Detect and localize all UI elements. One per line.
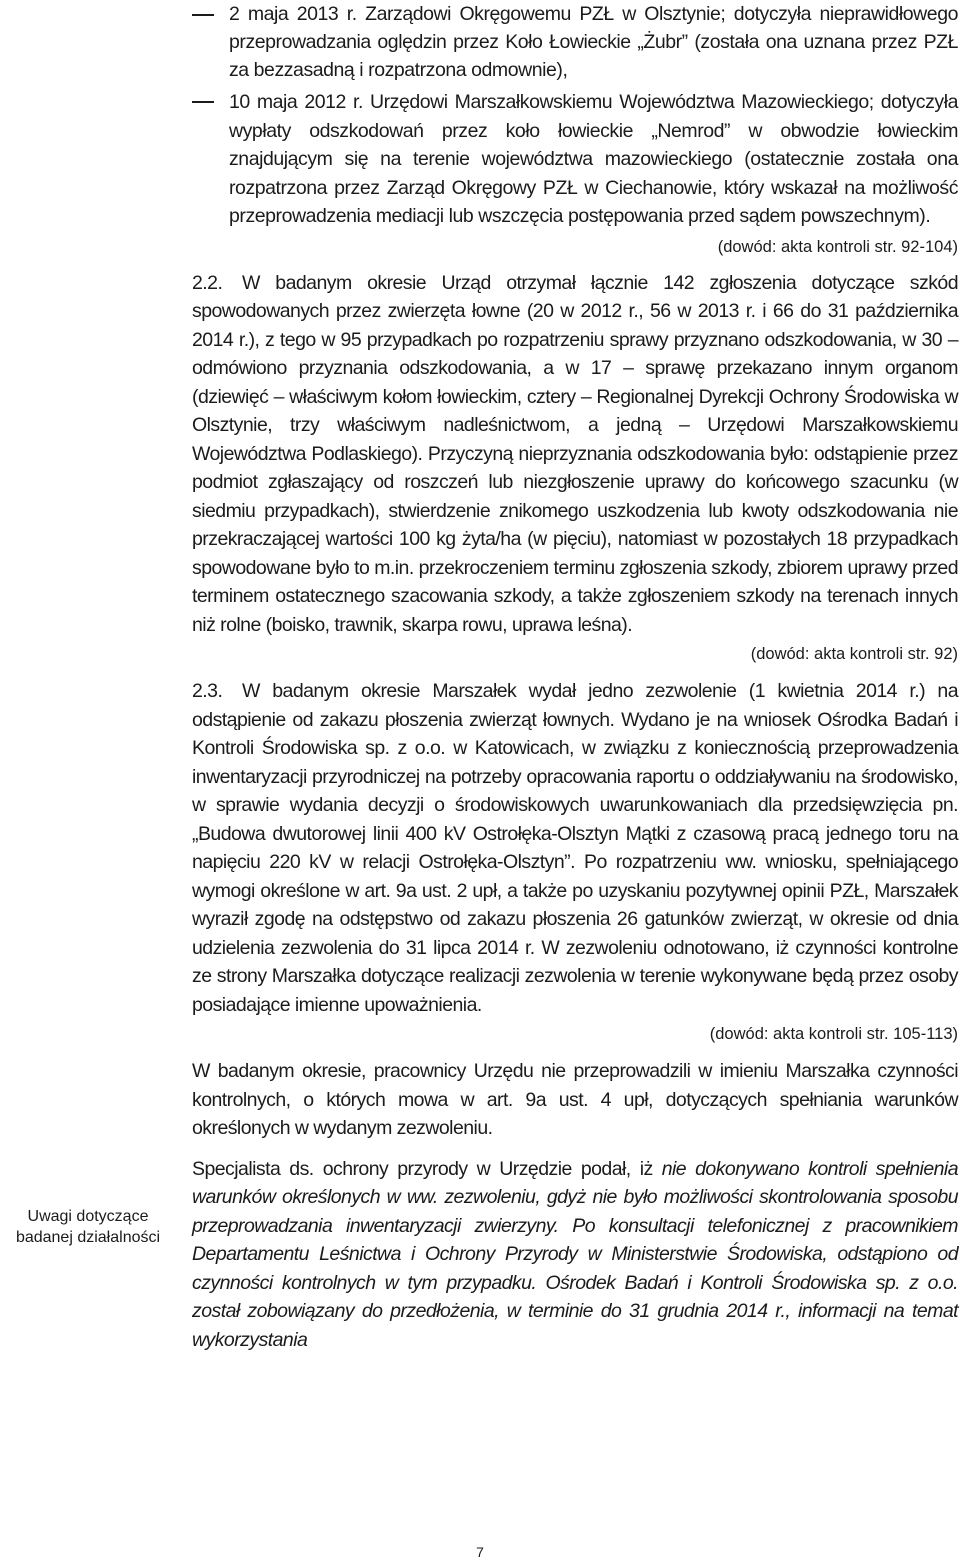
evidence-reference: (dowód: akta kontroli str. 92-104) bbox=[717, 237, 958, 256]
list-item-text: 10 maja 2012 r. Urzędowi Marszałkowskiemu Województwa Mazowieckiego; dotyczyła wypłaty odszkodowań przez koło łowieckie „Nemrod” w obwodzie łowieckim znajdującym się na terenie województwa mazowieckiego (ostatecznie została ona rozpatrzona przez Zarząd Okręgowy PZŁ w Ciechanowie, który wskazał na możliwość przeprowadzenia mediacji lub wszczęcia postępowania przed sądem powszechnym). bbox=[229, 91, 958, 227]
dash-bullet bbox=[192, 14, 214, 16]
section-text: W badanym okresie Urząd otrzymał łącznie 142 zgłoszenia dotyczące szkód spowodowanych przez zwierzęta łowne (20 w 2012 r., 56 w 2013 r. i 66 do 31 października 2014 r.), z tego w 95 przypadkach po rozpatrzeniu sprawy przyznano odszkodowania, w 30 – odmówiono przyznania odszkodowania, a w 17 – sprawę przekazano innym organom (dziewięć – właściwym kołom łowieckim, cztery – Regionalnej Dyrekcji Ochrony Środowiska w Olsztynie, trzy właściwym nadleśnictwom, a jedną – Urzędowi Marszałkowskiemu Województwa Podlaskiego). Przyczyną nieprzyznania odszkodowania było: odstąpienie przez podmiot zgłaszający od roszczeń lub niezgłoszenie uprawy do końcowego szacunku (w siedmiu przypadkach), stwierdzenie znikomego uszkodzenia lub kwoty odszkodowania nie przekraczającej wartości 100 kg żyta/ha (w pięciu), natomiast w pozostałych 18 przypadkach spowodowane było to m.in. przekroczeniem terminu zgłoszenia szkody, zbiorem uprawy przed terminem ostatecznego szacowania szkody, a także zgłoszeniem szkody na terenach innych niż rolne (boisko, trawnik, skarpa rowu, uprawa leśna). bbox=[192, 271, 958, 636]
evidence-reference: (dowód: akta kontroli str. 105-113) bbox=[709, 1025, 958, 1043]
section-2-3 bbox=[192, 677, 958, 1019]
section-number: 2.2. bbox=[192, 271, 223, 294]
section-2-2 bbox=[192, 269, 958, 640]
dash-bullet bbox=[192, 101, 214, 103]
main-text bbox=[192, 0, 958, 1354]
page-number: 7 bbox=[476, 1544, 484, 1560]
margin-note: Uwagi dotyczące badanej działalności bbox=[15, 1208, 161, 1246]
quoted-statement: nie dokonywano kontroli spełnienia warunków określonych w ww. zezwoleniu, gdyż nie było możliwości skontrolowania sposobu przeprowadzania inwentaryzacji zwierzyny. Po konsultacji telefonicznej z pracownikiem Departamentu Leśnictwa i Ochrony Przyrody w Ministerstwie Środowiska, odstąpiono od czynności kontrolnych w tym przypadku. Ośrodek Badań i Kontroli Środowiska sp. z o.o. został zobowiązany do przedłożenia, w terminie do 31 grudnia 2014 r., informacji na temat wykorzystania bbox=[192, 1157, 958, 1351]
section-number: 2.3. bbox=[192, 680, 223, 702]
list-item-text: 2 maja 2013 r. Zarządowi Okręgowemu PZŁ w Olsztynie; dotyczyła nieprawidłowego przeprowadzania oględzin przez Koło Łowieckie „Żubr” (została ona uznana przez PZŁ za bezzasadną i rozpatrzona odmownie), bbox=[229, 3, 958, 81]
remarks-paragraph: W badanym okresie, pracownicy Urzędu nie przeprowadzili w imieniu Marszałka czynności kontrolnych, o których mowa w art. 9a ust. 4 upł, dotyczących spełniania warunków określonych w wydanym zezwoleniu. bbox=[192, 1060, 958, 1139]
remarks-paragraph bbox=[192, 1155, 958, 1355]
evidence-reference: (dowód: akta kontroli str. 92) bbox=[750, 645, 958, 663]
remarks-lead-text: Specjalista ds. ochrony przyrody w Urzędzie podał, iż bbox=[192, 1157, 662, 1180]
section-text: W badanym okresie Marszałek wydał jedno zezwolenie (1 kwietnia 2014 r.) na odstąpienie od zakazu płoszenia zwierząt łownych. Wydano je na wniosek Ośrodka Badań i Kontroli Środowiska sp. z o.o. w Katowicach, w związku z koniecznością przeprowadzenia inwentaryzacji przyrodniczej na potrzeby opracowania raportu o oddziaływaniu na środowisko, w sprawie wydania decyzji o środowiskowych uwarunkowaniach dla przedsięwzięcia pn. „Budowa dwutorowej linii 400 kV Ostrołęka-Olsztyn Mątki z czasową pracą jednego toru na napięciu 220 kV w relacji Ostrołęka-Olsztyn”. Po rozpatrzeniu ww. wniosku, spełniającego wymogi określone w art. 9a ust. 2 upł, a także po uzyskaniu pozytywnej opinii PZŁ, Marszałek wyraził zgodę na odstępstwo od zakazu płoszenia 26 gatunków zwierząt, w okresie od dnia udzielenia zezwolenia do 31 lipca 2014 r. W zezwoleniu odnotowano, iż czynności kontrolne ze strony Marszałka dotyczące realizacji zezwolenia w terenie wykonywane będą przez osoby posiadające imienne upoważnienia. bbox=[192, 680, 958, 1016]
list-item bbox=[192, 0, 958, 84]
list-item bbox=[192, 88, 958, 231]
